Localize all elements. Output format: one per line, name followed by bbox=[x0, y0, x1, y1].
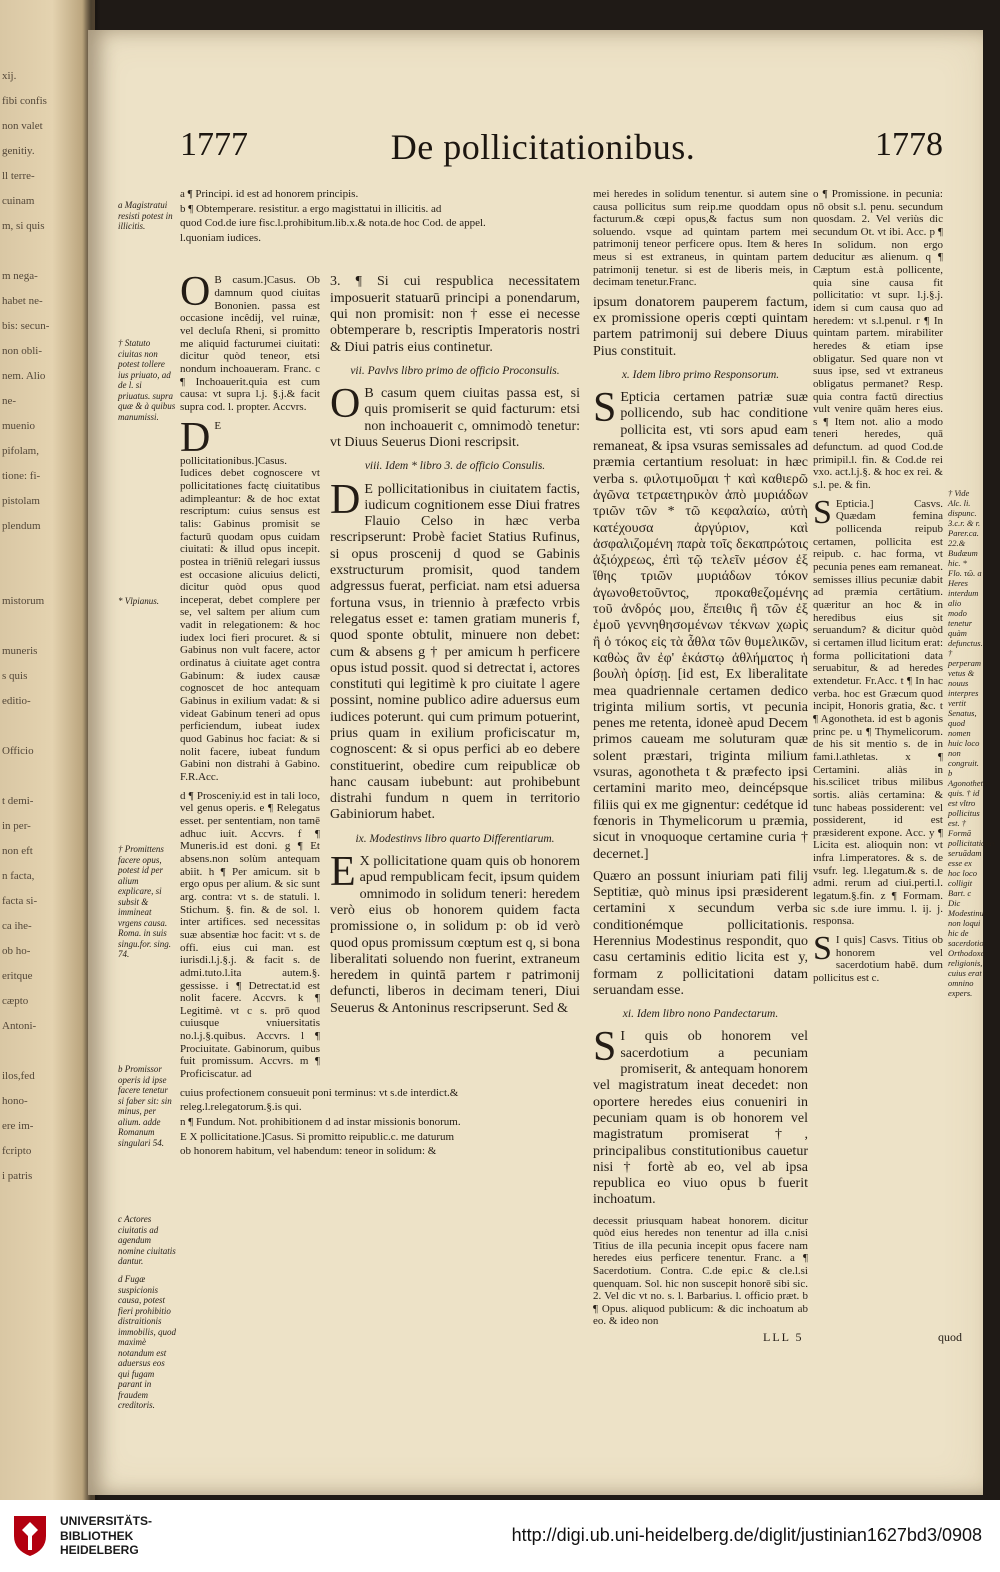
gloss-line: ob honorem habitum, vel habendum: teneor in solidum: & bbox=[180, 1145, 437, 1158]
library-logo-text bbox=[60, 1514, 152, 1558]
facing-page-line: genitiy. bbox=[2, 145, 35, 157]
facing-page-line: muneris bbox=[2, 645, 38, 657]
gloss-line: quod Cod.de iure fisc.l.prohibitum.lib.x.& nota.de hoc Cod. de appel. bbox=[180, 217, 486, 230]
gloss-lines bbox=[180, 188, 580, 244]
permalink-url[interactable]: http://digi.ub.uni-heidelberg.de/diglit/justinian1627bd3/0908 bbox=[511, 1525, 982, 1545]
section-heading: ix. Modestinvs libro quarto Differentiarum. bbox=[355, 832, 555, 845]
gloss-line: a ¶ Principi. id est ad honorem principis. bbox=[180, 188, 359, 200]
page-number-right: 1778 bbox=[875, 126, 943, 163]
catchword: quod bbox=[938, 1330, 962, 1344]
gloss-lines: mei heredes in solidum tenentur. si autem sine causa pollicitus sum reip.me quoddam opus facturum.& cœpi opus,& factus sum non soluendo. vsque ad quintam partem mei patrimonij teneor perficere opus. Item & heres meus si est extraneus, in quintam partem patrimonij tenetur. si est de liberis meis, in decimam tenetur.Franc. bbox=[593, 188, 808, 289]
facing-page-line: non obli- bbox=[2, 345, 43, 357]
facing-page-line: ne- bbox=[2, 395, 17, 407]
section-text: ¶ Si cui respublica necessitatem imposuerit statuarū principi a ponendarum, qui non promisit: non † esse ei necesse obtemperare b, rescriptis Imperatoris nostri & Diui patris eius continetur. bbox=[330, 274, 580, 355]
casus-text: E pollicitationibus.]Casus. Iudices debet cognoscere vt pollicitationes factę ciuitatibus adimpleantur: & de hoc extat rescriptum: cuius sensus est talis: Gabinus promisit se facturū quodam opus cuidam ciuitati: & illud opus incepit. postea in triēniū relegari iussus est occasione alicuius delicti, dicitur quòd opus quod inceperat, debet complere per se, vel saltem per alium cum vadit in relegationem: & hoc iudex loci fieri procuret. & si Gabinus non vult facere, actor ordinatus à ciuitate aget contra Gabinum: & iudex causæ cognoscet de hoc antequam Gabinus in exilium vadat: & si videat Gabinum teneri ad opus perficiendum, iubeat iudex quod Gabinus hoc faciat: & si nolit facere, iubeat fundum Gabini non distrahi à Gabino. F.R.Acc. bbox=[180, 419, 320, 783]
main-text-column bbox=[593, 295, 808, 1209]
gloss-line: l.quoniam iudices. bbox=[180, 231, 261, 244]
facing-page-line: editio- bbox=[2, 695, 31, 707]
section-text: E pollicitationibus in ciuitatem factis, iudicum cognitionem esse Diui fratres Flauio Celso in hæc verba rescripserunt: Probè faciet Statius Rufinus, si opus proscenij d quod se Gabinis exstructurum promisit, quod tandem adgressus fuerat, perficiat. nam etsi aduersa fortuna vsus, in triennio à præfecto vrbis relegatus esset e: tamen gratiam muneris f, quod sponte obtulit, minuere non debet: cum & absens g † per amicum h perficere opus istud possit. quod si detrectat i, actores constituti qui legitimè k pro ciuitate l agere possint, nomine publico adire aduersus eum iudices poterunt. qui cum primum potuerint, prius quam in exilium proficiscatur m, cognoscent: & si opus perfici ab eo debere constituerint, obedire cum reipublicæ ob hanc causam iubebunt: aut prohibebunt distrahi fundum n quem in territorio Gabiniorum habet. bbox=[330, 481, 580, 823]
facing-page-line: Antoni- bbox=[2, 1020, 37, 1032]
footer-bar bbox=[0, 1500, 1000, 1572]
facing-page-line: cuinam bbox=[2, 195, 35, 207]
section-text: B casum quem ciuitas passa est, si quis promiserit se quid facturum: etsi non inchoauerit c, omnimodò tenetur: vt Diuus Seuerus Dioni rescripsit. bbox=[330, 386, 580, 450]
casus-column bbox=[180, 269, 320, 1086]
university-seal-icon bbox=[10, 1512, 50, 1558]
drop-cap: O bbox=[180, 269, 211, 316]
section-text: ipsum donatorem pauperem factum, ex promissione operis cœpti quintam partem patrimonij sui debere Diuus Pius constituit. bbox=[593, 294, 808, 359]
facing-page-line: non eft bbox=[2, 845, 33, 857]
section-number: 3. bbox=[330, 274, 341, 290]
section-heading: vii. Pavlvs libro primo de officio Proconsulis. bbox=[350, 364, 560, 377]
facing-page-edge bbox=[0, 0, 95, 1500]
facing-page-line: Officio bbox=[2, 745, 34, 757]
facing-page-line: fcripto bbox=[2, 1145, 32, 1157]
facing-page-line: s quis bbox=[2, 670, 28, 682]
logo-line: UNIVERSITÄTS- bbox=[60, 1514, 153, 1528]
book-page bbox=[88, 30, 996, 1495]
drop-cap: S bbox=[593, 385, 617, 432]
section-heading: xi. Idem libro nono Pandectarum. bbox=[622, 1008, 779, 1021]
bottom-gloss bbox=[180, 1087, 580, 1158]
section-text: I quis ob honorem vel sacerdotium a pecuniam promiserit, & antequam honorem vel magistratum ineat decedet: non oportere heredes eius conueniri in pecuniam quam is ob honorem vel magistratum promiserat †, principalibus constitutionibus cauetur nisi † fortè ab eo, vel ab ipsa republica eo viuo opus b fuerit inchoatum. bbox=[593, 1029, 808, 1208]
margin-note: † Statuto ciuitas non potest tollere ius priuato, ad de l. si priuatus. supra quæ & à quibus manumissi. bbox=[118, 338, 176, 422]
bottom-gloss: decessit priusquam habeat honorem. dicitur quòd eius heredes non tenentur ad illa c.nisi Titius de illa pecunia incepit opus facere nam heredes eius perficere tenentur. Franc. a ¶ Sacerdotium. Contra. C.de epi.c & cle.l.si quenquam. Sol. hic non suscepit honorē sibi sic. 2. Vel dic vt no. s. l. Barbarius. l. officio præt. b ¶ Opus. aliquod publicum: & dic inchoatum ab eo. & ideo non bbox=[593, 1214, 808, 1328]
facing-page-line: t demi- bbox=[2, 795, 34, 807]
gloss-line: cuius profectionem consueuit poni terminus: vt s.de interdict.& bbox=[180, 1086, 459, 1099]
facing-page-line: pifolam, bbox=[2, 445, 39, 457]
facing-page-line: habet ne- bbox=[2, 295, 43, 307]
running-title: De pollicitationibus. bbox=[390, 127, 696, 167]
gloss-line: releg.l.relegatorum.§.is qui. bbox=[180, 1101, 302, 1114]
facing-page-line: nem. Alio bbox=[2, 370, 46, 382]
margin-note: d Fugæ suspicionis causa, potest fieri prohibitio distraitionis immobilis, quod maximè notandum est aduersus eos qui fugam parant in fraudem creditoris. bbox=[118, 1274, 177, 1411]
facing-page-line: ob ho- bbox=[2, 945, 31, 957]
gloss-notes: d ¶ Prosceniy.id est in tali loco, vel genus operis. e ¶ Relegatus esset. per sententiam, non tamē adhuc iuit. Accvrs. f ¶ Muneris.id est doni. g ¶ Et absens.non solùm antequam abiit. h ¶ Per amicum. sit b ergo opus per alium. & sic sunt arg. contra: vt s. de statuli. l. Stichum. §. fin. & de sol. l. inter artifices. sed necessitas suæ absentiæ hoc facit: vt s. de offi. eius cui man. est iurisdi.l.j.§.j. & facit s. de admi.tuto.l.ita autem.§. gessisse. i ¶ Detrectat.id est nolit facere. Accvrs. k ¶ Legitimè. vt c s. prō quod cuiusque vniuersitatis no.l.j.§.quibus. Accvrs. l ¶ Prociuitate. Gabinorum, quibus fuit promissum. Accvrs. m ¶ Proficiscatur. ad bbox=[180, 789, 320, 1081]
facing-page-line: mistorum bbox=[2, 595, 45, 607]
drop-cap: S bbox=[593, 1024, 617, 1071]
facing-page-line: eritque bbox=[2, 970, 33, 982]
section-heading: viii. Idem * libro 3. de officio Consulis. bbox=[364, 460, 546, 473]
facing-page-line: plendum bbox=[2, 520, 41, 532]
gloss-line: b ¶ Obtemperare. resistitur. a ergo magisttatui in illicitis. ad bbox=[180, 202, 442, 215]
margin-note: † Promittens facere opus, potest id per alium explicare, si subsit & immineat vrgens causa. Roma. in suis singu.for. sing. 74. bbox=[118, 844, 172, 960]
casus-text: I quis] Casvs. Titius ob honorem vel sacerdotium habē. dum pollicitus est c. bbox=[813, 934, 943, 985]
margin-note: a Magistratui resisti potest in illicitis. bbox=[118, 200, 173, 231]
facing-page-line: xij. bbox=[2, 70, 17, 82]
margin-notes-right: † Vide Alc. li. dispunc. 3.c.r. & r. Parer.ca. 22.& Budæum hic. * Flo. τῶ. a Heres interdum alio modo tenetur quàm defunctus. † perperam vetus & nouus interpres vertit Senatus, quod nomen huic loco non congruit. b Agonothetes quis. † id est vltro pollicitus est. † Formā pollicitationis seruādam esse ex hoc loco colligit Bart. c Dic Modestinum non loqui hic de sacerdotio Orthodoxe religionis, cuius erat omnino expers. bbox=[948, 488, 996, 998]
facing-page-line: n facta, bbox=[2, 870, 35, 882]
section-text: Epticia certamen patriæ suæ pollicendo, sub hac conditione pollicita est, vti sors apud eam remaneat, & ipsa vsuras semissales ad præmia certantium resoluat: in hæc verba s. φιλοτιμοῦμαι † καὶ καθιερῶ ἀγῶνα τετραετηρικὸν ἀπὸ μυριάδων τριῶν τῶν * τῶ κεφαλαίω, αὐτὴ κατέχουσα ἀργύριον, καὶ ἀσφαλιζομένη παρὰ τοῖς δεκαπρώτοις ἀξιόχρεως, ἐπὶ τῷ τελεῖν μέσον ἐξ ἴθης τριῶν μυριάδων τόκον ἀγωνοθετοῦντος, προκαθεζομένης τοῦ ἀνδρός μου, ἔπειθις ἢ τῶν ἐξ ἐμοῦ γεννηθησομένων τέκνων χωρὶς ἢ ὁ τόκος εἰς τὰ ἆθλα τῶν θυμελικῶν, καθὼς ἂν ἐφ' ἑκάστῳ ἀθλήματος ἡ βουλὴ ὁρίσῃ. [id est, Ex liberalitate mea quadriennale certamen dedico triginta milium sortis, vt pecunia penes me retenta, idoneè apud Decem primos caueam me soluturam quæ solent præstari, triginta milium vsuras, agonotheta t & præfecto ipsi certamini marito meo, deincépsque filiis qui ex me gignentur: cedétque id fœnoris in Thymelicorum u præmia, sicut in vnoquoque certamine curia † decernet.] bbox=[593, 390, 808, 862]
facing-page-line: hono- bbox=[2, 1095, 28, 1107]
section-heading: x. Idem libro primo Responsorum. bbox=[621, 368, 780, 381]
margin-note: c Actores ciuitatis ad agendum nomine ciuitatis dantur. bbox=[118, 1214, 176, 1267]
facing-page-line: ll terre- bbox=[2, 170, 35, 182]
casus-text: Epticia.] Casvs. Quædam femina pollicenda reipub certamen, pollicita est reipub. c. hac forma, vt pecunia penes eam remaneat. semisses illius pecuniæ dabit ad præmia certātium. quæritur an hoc & in heredibus eius sit seruandum? & dicitur quòd si certamen illud licitum erat: forma pollicitationi data seruabitur, & ad heredes extendetur. Fr.Acc. t ¶ In hac verba. hoc est Græcum quod incipit, Honoris gratia, &c. t ¶ Agonotheta. id est b agonis princ pe. u ¶ Thymelicorum. de his sit mentio s. de in fami.l.athletas. x ¶ Certamini. aliàs in his.scilicet tribus milibus sortis. aliàs certamina: & tunc habeas possiderent: vel possiderent, id est præsiderent expone. Acc. y ¶ Licita est. alioquin non: vt infra l.imperatores. & s. de vsufr. leg. l.legatum.& s. de admi. rerum ad ciui.perti.l. legatum.§.fin. z ¶ Formam. sic s.de iure immu. l. ij. j. responsa. bbox=[813, 497, 943, 928]
facing-page-line: cæpto bbox=[2, 995, 29, 1007]
page-number-left: 1777 bbox=[180, 126, 248, 163]
gloss-notes: o ¶ Promissione. in pecunia: nō obsit s.l. penu. secundum quosdam. 2. Vel veriùs dic secundum Ot. vt ibi. Acc. p ¶ In solidum. non ergo deducitur æs alienum. q ¶ Cæptum est.à pollicente, quia sine causa fit pollicitatio: vt supr. l.j.§.j. idem si cum causa quo ad heredem: vt s.l.penul. r ¶ In quintam partem. mirabiliter heredes & etiam ipse obligatur. Sed quare non vt suus ipse, sed vt extraneus obligatus permanet? Resp. quia contra factū directius vult venire quām heres eius. s ¶ Item not. alio a modo teneri heredes, quā defunctum. ad quod Cod.de primipil.l. fin. & Cod.de rei vxo. act.l.j.§. & hoc ex rei. & s.l. pe. & fin. bbox=[813, 188, 943, 492]
facing-page-line: tione: fi- bbox=[2, 470, 41, 482]
margin-note: * Vlpianus. bbox=[118, 596, 160, 607]
drop-cap: D bbox=[180, 414, 211, 461]
section-text: X pollicitatione quam quis ob honorem apud rempublicam fecit, ipsum quidem omnimodo in solidum teneri: heredem verò eius ob honorem quidem facta promissione o, in solidum p: ob id verò quod opus promissum cœptum est q, si bona liberalitati soluendo non fuerint, extraneum heredem in quintā partem r patrimonij defuncti, liberos in decimam teneri, Diui Seuerus & Antoninus rescripserunt. Sed & bbox=[330, 854, 580, 1016]
facing-page-line: pistolam bbox=[2, 495, 40, 507]
drop-cap: E bbox=[330, 849, 356, 896]
drop-cap: S bbox=[813, 930, 832, 968]
facing-page-line: m, si quis bbox=[2, 220, 45, 232]
facing-page-line: fibi confis bbox=[2, 95, 47, 107]
logo-line: HEIDELBERG bbox=[60, 1543, 139, 1557]
margin-note: b Promissor operis id ipse facere tenetur si faber sit: sin minus, per alium. adde Romanum singulari 54. bbox=[118, 1064, 172, 1148]
facing-page-line: bis: secun- bbox=[2, 320, 50, 332]
facing-page-line: ere im- bbox=[2, 1120, 34, 1132]
facing-page-line: in per- bbox=[2, 820, 31, 832]
gloss-line: n ¶ Fundum. Not. prohibitionem d ad instar missionis bonorum. bbox=[180, 1115, 461, 1128]
drop-cap: S bbox=[813, 493, 832, 531]
column-3 bbox=[813, 188, 943, 991]
facing-page-line: muenio bbox=[2, 420, 35, 432]
facing-page-line: i patris bbox=[2, 1170, 33, 1182]
drop-cap: O bbox=[330, 381, 361, 428]
gloss-line: E X pollicitatione.]Casus. Si promitto reipublic.c. me daturum bbox=[180, 1130, 455, 1143]
facing-page-line: non valet bbox=[2, 120, 43, 132]
casus-text: B casum.]Casus. Ob damnum quod ciuitas Bononien. passa est occasione incêdij, vel ruinæ, vel decluſa Rheni, si promitto me aliquid facturumei ciuitati: dicitur quòd teneor, etsi nondum inchoaueram. Franc. c ¶ Inchoauerit.quia est cum causa: vt supra l.j. §.j.& facit supra cod. l. propter. Accvrs. bbox=[180, 274, 320, 413]
facing-page-line: ilos,fed bbox=[2, 1070, 35, 1082]
facing-page-line: ca ihe- bbox=[2, 920, 32, 932]
signature-mark: LLL 5 bbox=[763, 1330, 804, 1344]
logo-line: BIBLIOTHEK bbox=[60, 1528, 134, 1543]
drop-cap: D bbox=[330, 476, 361, 523]
column-2 bbox=[593, 188, 808, 1330]
section-text: Quæro an possunt iniuriam pati filij Septitiæ, quò minus ipsi præsiderent certamini x secundum verba conditionémque pollicitationis. Herennius Modestinus respondit, quo casu certaminis editio licita est y, formam z pollicitationi datam seruandam esse. bbox=[593, 868, 808, 998]
facing-page-line: m nega- bbox=[2, 270, 38, 282]
facing-page-line: facta si- bbox=[2, 895, 38, 907]
column-1 bbox=[118, 188, 580, 1411]
